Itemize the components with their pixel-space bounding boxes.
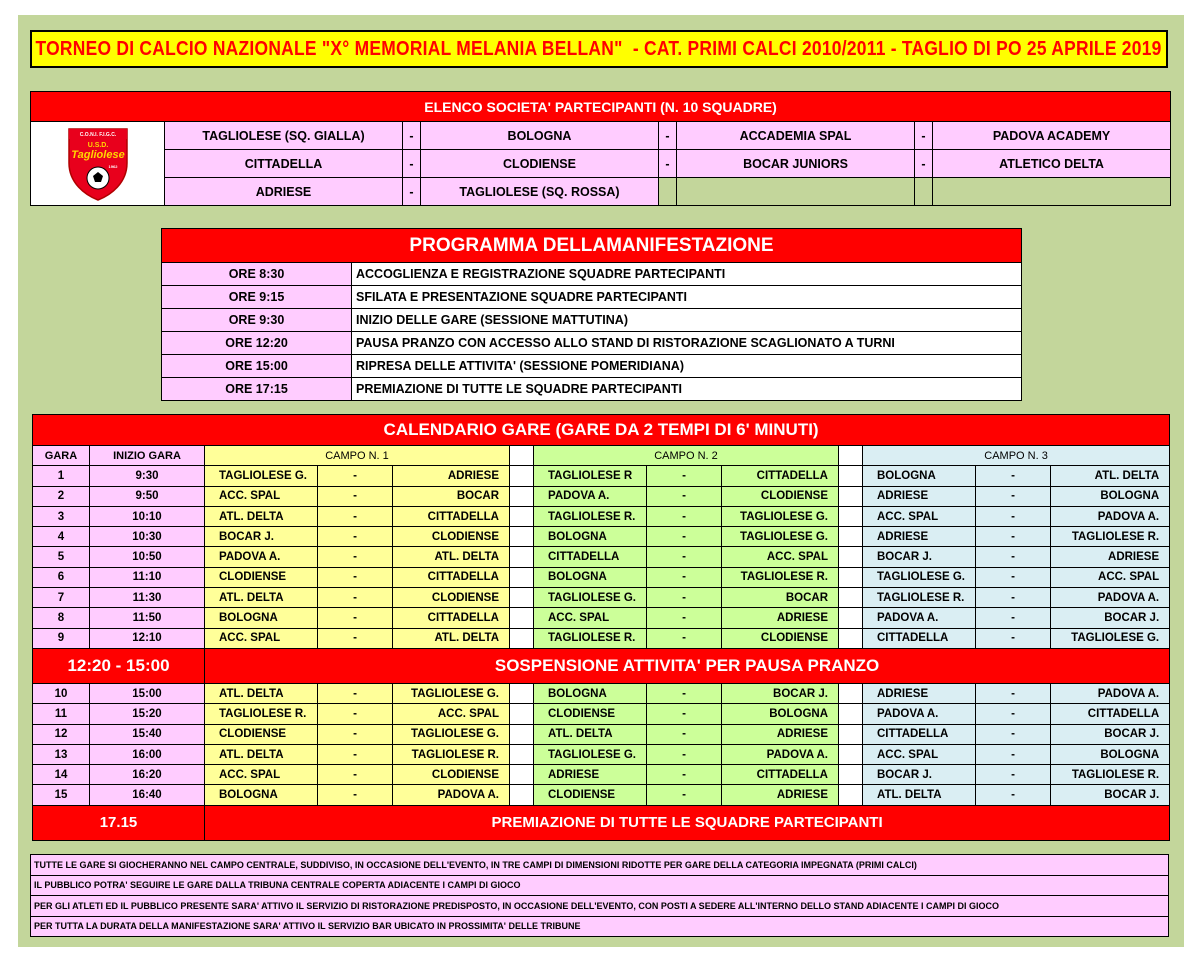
match-home-team: CLODIENSE	[534, 704, 647, 724]
match-home-team: ACC. SPAL	[534, 608, 647, 628]
match-away-team: TAGLIOLESE G.	[722, 527, 839, 547]
match-row	[33, 506, 1170, 526]
spacer-cell	[510, 765, 534, 785]
match-away-team: BOLOGNA	[1051, 744, 1170, 764]
logo-usd-text: U.S.D.	[87, 142, 108, 149]
spacer-cell	[510, 608, 534, 628]
spacer-cell	[839, 588, 863, 608]
match-number: 10	[33, 683, 90, 703]
program-time: ORE 9:30	[162, 309, 352, 332]
spacer-cell	[510, 527, 534, 547]
program-activity: RIPRESA DELLE ATTIVITA' (SESSIONE POMERIDIANA)	[352, 355, 1022, 378]
pause-text: SOSPENSIONE ATTIVITA' PER PAUSA PRANZO	[205, 648, 1170, 683]
match-away-team: CITTADELLA	[1051, 704, 1170, 724]
match-row	[33, 785, 1170, 805]
match-away-team: CITTADELLA	[722, 466, 839, 486]
note-line: PER GLI ATLETI ED IL PUBBLICO PRESENTE SARA' ATTIVO IL SERVIZIO DI RISTORAZIONE PREDISPOSTO, IN OCCASIONE DELL'EVENTO, CON POSTI A SEDERE ALL'INTERNO DELLO STAND ADIACENTE I CAMPI DI GIOCO	[31, 896, 1169, 917]
match-away-team: CLODIENSE	[393, 588, 510, 608]
teams-table	[30, 91, 1171, 206]
program-activity: INIZIO DELLE GARE (SESSIONE MATTUTINA)	[352, 309, 1022, 332]
program-time: ORE 17:15	[162, 378, 352, 401]
match-separator: -	[647, 588, 722, 608]
team-cell: TAGLIOLESE (SQ. GIALLA)	[165, 122, 403, 150]
match-row	[33, 547, 1170, 567]
match-home-team: TAGLIOLESE G.	[205, 466, 318, 486]
match-home-team: CITTADELLA	[863, 724, 976, 744]
match-separator: -	[647, 466, 722, 486]
match-start-time: 15:00	[90, 683, 205, 703]
program-header: PROGRAMMA DELLAMANIFESTAZIONE	[162, 229, 1022, 263]
match-home-team: CITTADELLA	[863, 628, 976, 648]
match-separator: -	[647, 628, 722, 648]
match-away-team: ATL. DELTA	[1051, 466, 1170, 486]
match-home-team: BOCAR J.	[205, 527, 318, 547]
spacer-cell	[839, 486, 863, 506]
match-start-time: 15:20	[90, 704, 205, 724]
match-away-team: BOCAR J.	[722, 683, 839, 703]
program-activity: ACCOGLIENZA E REGISTRAZIONE SQUADRE PARTECIPANTI	[352, 263, 1022, 286]
page-title-text: TORNEO DI CALCIO NAZIONALE "X° MEMORIAL MELANIA BELLAN" - CAT. PRIMI CALCI 2010/2011 - TAGLIO DI PO 25 APRILE 2019	[35, 37, 1163, 60]
notes-table	[30, 854, 1169, 937]
program-time: ORE 15:00	[162, 355, 352, 378]
match-separator: -	[318, 486, 393, 506]
match-away-team: TAGLIOLESE R.	[1051, 527, 1170, 547]
match-number: 4	[33, 527, 90, 547]
col-inizio-gara: INIZIO GARA	[90, 446, 205, 466]
match-start-time: 9:30	[90, 466, 205, 486]
match-home-team: BOLOGNA	[205, 785, 318, 805]
match-away-team: BOCAR	[722, 588, 839, 608]
spacer-cell	[510, 466, 534, 486]
spacer-cell	[510, 506, 534, 526]
match-start-time: 16:40	[90, 785, 205, 805]
match-separator: -	[318, 744, 393, 764]
spacer-cell	[510, 683, 534, 703]
spacer-cell	[839, 628, 863, 648]
match-away-team: TAGLIOLESE G.	[393, 683, 510, 703]
match-separator: -	[976, 588, 1051, 608]
match-separator: -	[647, 547, 722, 567]
match-away-team: BOCAR	[393, 486, 510, 506]
match-row	[33, 527, 1170, 547]
team-cell: CLODIENSE	[421, 150, 659, 178]
premiazione-text: PREMIAZIONE DI TUTTE LE SQUADRE PARTECIPANTI	[205, 805, 1170, 840]
team-cell: ADRIESE	[165, 178, 403, 206]
match-separator: -	[976, 704, 1051, 724]
empty-cell	[933, 178, 1171, 206]
program-time: ORE 9:15	[162, 286, 352, 309]
match-number: 15	[33, 785, 90, 805]
spacer-cell	[839, 765, 863, 785]
match-away-team: PADOVA A.	[393, 785, 510, 805]
team-separator: -	[659, 122, 677, 150]
match-home-team: BOCAR J.	[863, 547, 976, 567]
match-row	[33, 567, 1170, 587]
match-away-team: ATL. DELTA	[393, 628, 510, 648]
match-home-team: ACC. SPAL	[205, 628, 318, 648]
team-cell: PADOVA ACADEMY	[933, 122, 1171, 150]
match-home-team: CLODIENSE	[205, 567, 318, 587]
spacer-cell	[839, 547, 863, 567]
col-gara: GARA	[33, 446, 90, 466]
spacer-cell	[510, 446, 534, 466]
match-away-team: CITTADELLA	[393, 608, 510, 628]
match-number: 1	[33, 466, 90, 486]
match-home-team: BOLOGNA	[534, 527, 647, 547]
premiazione-time: 17.15	[33, 805, 205, 840]
match-home-team: ADRIESE	[863, 527, 976, 547]
spacer-cell	[839, 744, 863, 764]
teams-header: ELENCO SOCIETA' PARTECIPANTI (N. 10 SQUADRE)	[31, 92, 1171, 122]
spacer-cell	[839, 683, 863, 703]
match-away-team: ADRIESE	[722, 785, 839, 805]
program-activity: PAUSA PRANZO CON ACCESSO ALLO STAND DI RISTORAZIONE SCAGLIONATO A TURNI	[352, 332, 1022, 355]
team-cell: CITTADELLA	[165, 150, 403, 178]
match-number: 8	[33, 608, 90, 628]
match-away-team: PADOVA A.	[722, 744, 839, 764]
match-start-time: 10:10	[90, 506, 205, 526]
spacer-cell	[510, 567, 534, 587]
spacer-cell	[839, 567, 863, 587]
club-logo-icon	[65, 123, 131, 201]
program-activity: SFILATA E PRESENTAZIONE SQUADRE PARTECIPANTI	[352, 286, 1022, 309]
match-home-team: PADOVA A.	[534, 486, 647, 506]
spacer-cell	[510, 724, 534, 744]
match-home-team: TAGLIOLESE R.	[863, 588, 976, 608]
team-cell: ACCADEMIA SPAL	[677, 122, 915, 150]
match-separator: -	[976, 724, 1051, 744]
note-line: TUTTE LE GARE SI GIOCHERANNO NEL CAMPO CENTRALE, SUDDIVISO, IN OCCASIONE DELL'EVENTO, IN TRE CAMPI DI DIMENSIONI RIDOTTE PER GARE DELLA CATEGORIA IMPEGNATA (PRIMI CALCI)	[31, 855, 1169, 876]
match-home-team: TAGLIOLESE R	[534, 466, 647, 486]
match-start-time: 10:30	[90, 527, 205, 547]
team-separator: -	[403, 150, 421, 178]
club-logo-cell	[31, 122, 165, 206]
match-separator: -	[647, 683, 722, 703]
match-separator: -	[647, 724, 722, 744]
spacer-cell	[839, 785, 863, 805]
match-number: 7	[33, 588, 90, 608]
match-separator: -	[318, 765, 393, 785]
match-number: 9	[33, 628, 90, 648]
match-home-team: ADRIESE	[863, 486, 976, 506]
match-away-team: ADRIESE	[722, 608, 839, 628]
spacer-cell	[510, 588, 534, 608]
match-number: 3	[33, 506, 90, 526]
match-separator: -	[647, 744, 722, 764]
match-away-team: CITTADELLA	[393, 506, 510, 526]
match-home-team: TAGLIOLESE R.	[205, 704, 318, 724]
campo-2-header: CAMPO N. 2	[534, 446, 839, 466]
match-away-team: CLODIENSE	[393, 765, 510, 785]
match-separator: -	[647, 527, 722, 547]
match-separator: -	[647, 765, 722, 785]
match-separator: -	[976, 486, 1051, 506]
match-separator: -	[976, 547, 1051, 567]
match-separator: -	[647, 506, 722, 526]
match-home-team: TAGLIOLESE R.	[534, 628, 647, 648]
match-start-time: 10:50	[90, 547, 205, 567]
match-home-team: ADRIESE	[863, 683, 976, 703]
match-separator: -	[647, 486, 722, 506]
match-away-team: ADRIESE	[1051, 547, 1170, 567]
calendar-header: CALENDARIO GARE (GARE DA 2 TEMPI DI 6' MINUTI)	[33, 415, 1170, 446]
match-home-team: ATL. DELTA	[534, 724, 647, 744]
match-home-team: PADOVA A.	[205, 547, 318, 567]
spacer-cell	[839, 608, 863, 628]
match-away-team: TAGLIOLESE G.	[722, 506, 839, 526]
match-home-team: ATL. DELTA	[863, 785, 976, 805]
match-separator: -	[976, 567, 1051, 587]
empty-cell	[915, 178, 933, 206]
calendar-table	[32, 414, 1170, 841]
program-time: ORE 8:30	[162, 263, 352, 286]
spacer-cell	[839, 506, 863, 526]
note-line: IL PUBBLICO POTRA' SEGUIRE LE GARE DALLA TRIBUNA CENTRALE COPERTA ADIACENTE I CAMPI DI GIOCO	[31, 875, 1169, 896]
match-away-team: BOLOGNA	[722, 704, 839, 724]
match-home-team: CLODIENSE	[534, 785, 647, 805]
match-home-team: ATL. DELTA	[205, 744, 318, 764]
match-away-team: TAGLIOLESE G.	[393, 724, 510, 744]
match-separator: -	[976, 765, 1051, 785]
match-home-team: BOLOGNA	[205, 608, 318, 628]
empty-cell	[677, 178, 915, 206]
match-separator: -	[976, 527, 1051, 547]
match-separator: -	[647, 608, 722, 628]
team-separator: -	[915, 122, 933, 150]
empty-cell	[659, 178, 677, 206]
match-separator: -	[647, 785, 722, 805]
match-separator: -	[318, 628, 393, 648]
match-home-team: ATL. DELTA	[205, 588, 318, 608]
match-away-team: TAGLIOLESE R.	[393, 744, 510, 764]
team-cell: ATLETICO DELTA	[933, 150, 1171, 178]
match-row	[33, 628, 1170, 648]
match-away-team: CITTADELLA	[393, 567, 510, 587]
spacer-cell	[839, 704, 863, 724]
match-number: 13	[33, 744, 90, 764]
team-cell: BOLOGNA	[421, 122, 659, 150]
match-away-team: TAGLIOLESE G.	[1051, 628, 1170, 648]
match-away-team: ATL. DELTA	[393, 547, 510, 567]
match-separator: -	[976, 506, 1051, 526]
match-separator: -	[318, 683, 393, 703]
spacer-cell	[510, 486, 534, 506]
match-home-team: ACC. SPAL	[863, 744, 976, 764]
match-away-team: ACC. SPAL	[393, 704, 510, 724]
team-separator: -	[915, 150, 933, 178]
program-time: ORE 12:20	[162, 332, 352, 355]
match-home-team: BOLOGNA	[534, 683, 647, 703]
team-cell: BOCAR JUNIORS	[677, 150, 915, 178]
match-separator: -	[318, 547, 393, 567]
logo-year-text: 1962	[108, 164, 117, 169]
match-away-team: ACC. SPAL	[1051, 567, 1170, 587]
spacer-cell	[839, 466, 863, 486]
match-start-time: 9:50	[90, 486, 205, 506]
match-home-team: ADRIESE	[534, 765, 647, 785]
match-home-team: BOCAR J.	[863, 765, 976, 785]
match-separator: -	[976, 466, 1051, 486]
match-away-team: ADRIESE	[722, 724, 839, 744]
match-start-time: 11:10	[90, 567, 205, 587]
match-away-team: CLODIENSE	[722, 628, 839, 648]
campo-1-header: CAMPO N. 1	[205, 446, 510, 466]
match-home-team: PADOVA A.	[863, 704, 976, 724]
match-number: 5	[33, 547, 90, 567]
program-table	[161, 228, 1022, 401]
match-home-team: PADOVA A.	[863, 608, 976, 628]
match-row	[33, 588, 1170, 608]
match-away-team: TAGLIOLESE R.	[1051, 765, 1170, 785]
match-separator: -	[647, 567, 722, 587]
match-number: 2	[33, 486, 90, 506]
match-row	[33, 608, 1170, 628]
match-home-team: BOLOGNA	[534, 567, 647, 587]
match-row	[33, 704, 1170, 724]
match-home-team: CLODIENSE	[205, 724, 318, 744]
match-home-team: ATL. DELTA	[205, 506, 318, 526]
match-away-team: BOCAR J.	[1051, 724, 1170, 744]
match-row	[33, 724, 1170, 744]
note-line: PER TUTTA LA DURATA DELLA MANIFESTAZIONE SARA' ATTIVO IL SERVIZIO BAR UBICATO IN PROSSIMITA' DELLE TRIBUNE	[31, 916, 1169, 937]
match-separator: -	[318, 588, 393, 608]
match-separator: -	[976, 744, 1051, 764]
match-start-time: 12:10	[90, 628, 205, 648]
match-home-team: ACC. SPAL	[205, 765, 318, 785]
spacer-cell	[510, 628, 534, 648]
match-row	[33, 486, 1170, 506]
match-away-team: BOCAR J.	[1051, 608, 1170, 628]
spacer-cell	[510, 744, 534, 764]
match-number: 12	[33, 724, 90, 744]
logo-top-text: C.O.N.I. F.I.G.C.	[79, 132, 116, 138]
match-away-team: CLODIENSE	[722, 486, 839, 506]
match-home-team: CITTADELLA	[534, 547, 647, 567]
match-separator: -	[976, 608, 1051, 628]
team-cell: TAGLIOLESE (SQ. ROSSA)	[421, 178, 659, 206]
match-number: 6	[33, 567, 90, 587]
match-start-time: 16:20	[90, 765, 205, 785]
spacer-cell	[510, 547, 534, 567]
match-home-team: ACC. SPAL	[863, 506, 976, 526]
match-separator: -	[318, 527, 393, 547]
match-away-team: ADRIESE	[393, 466, 510, 486]
match-away-team: PADOVA A.	[1051, 683, 1170, 703]
spacer-cell	[839, 527, 863, 547]
match-away-team: CLODIENSE	[393, 527, 510, 547]
pause-time: 12:20 - 15:00	[33, 648, 205, 683]
match-home-team: TAGLIOLESE G.	[863, 567, 976, 587]
match-home-team: ATL. DELTA	[205, 683, 318, 703]
program-activity: PREMIAZIONE DI TUTTE LE SQUADRE PARTECIPANTI	[352, 378, 1022, 401]
match-away-team: ACC. SPAL	[722, 547, 839, 567]
spacer-cell	[510, 785, 534, 805]
team-separator: -	[403, 178, 421, 206]
match-start-time: 15:40	[90, 724, 205, 744]
match-separator: -	[976, 785, 1051, 805]
match-number: 11	[33, 704, 90, 724]
match-separator: -	[976, 683, 1051, 703]
team-separator: -	[403, 122, 421, 150]
match-row	[33, 744, 1170, 764]
page-title	[30, 30, 1168, 68]
match-separator: -	[318, 506, 393, 526]
match-row	[33, 683, 1170, 703]
match-away-team: PADOVA A.	[1051, 588, 1170, 608]
match-away-team: CITTADELLA	[722, 765, 839, 785]
match-separator: -	[318, 704, 393, 724]
match-row	[33, 466, 1170, 486]
match-start-time: 11:50	[90, 608, 205, 628]
match-away-team: BOCAR J.	[1051, 785, 1170, 805]
match-number: 14	[33, 765, 90, 785]
spacer-cell	[510, 704, 534, 724]
match-separator: -	[318, 608, 393, 628]
match-home-team: TAGLIOLESE G.	[534, 744, 647, 764]
campo-3-header: CAMPO N. 3	[863, 446, 1170, 466]
match-away-team: TAGLIOLESE R.	[722, 567, 839, 587]
match-home-team: TAGLIOLESE R.	[534, 506, 647, 526]
match-home-team: ACC. SPAL	[205, 486, 318, 506]
match-separator: -	[976, 628, 1051, 648]
match-home-team: TAGLIOLESE G.	[534, 588, 647, 608]
match-start-time: 11:30	[90, 588, 205, 608]
logo-name-text: Tagliolese	[70, 149, 125, 161]
match-home-team: BOLOGNA	[863, 466, 976, 486]
match-separator: -	[318, 724, 393, 744]
match-separator: -	[318, 785, 393, 805]
match-away-team: PADOVA A.	[1051, 506, 1170, 526]
match-separator: -	[318, 466, 393, 486]
match-row	[33, 765, 1170, 785]
match-away-team: BOLOGNA	[1051, 486, 1170, 506]
match-separator: -	[647, 704, 722, 724]
spacer-cell	[839, 724, 863, 744]
match-start-time: 16:00	[90, 744, 205, 764]
match-separator: -	[318, 567, 393, 587]
team-separator: -	[659, 150, 677, 178]
spacer-cell	[839, 446, 863, 466]
